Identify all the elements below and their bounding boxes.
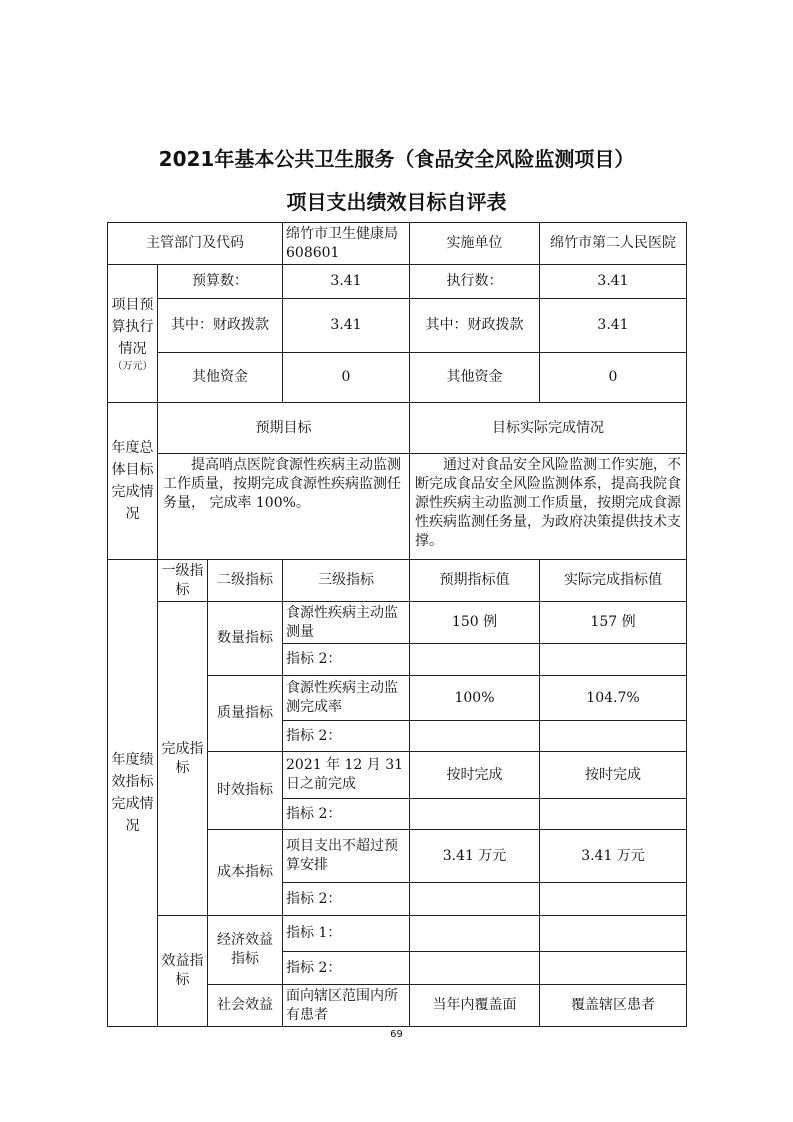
actual-goal-header: 目标实际完成情况 — [410, 403, 687, 454]
other-value: 0 — [283, 353, 410, 403]
table-row — [108, 265, 687, 299]
time-actual: 按时完成 — [540, 752, 687, 799]
cost-item: 项目支出不超过预算安排 — [283, 830, 410, 883]
fiscal-label: 其中：财政拨款 — [158, 299, 283, 353]
table-row — [108, 299, 687, 353]
col-header-actual: 实际完成指标值 — [540, 560, 687, 602]
quantity-item-2: 指标 2： — [283, 644, 410, 676]
quantity-indicator-label: 数量指标 — [208, 602, 283, 676]
page-title: 2021年基本公共卫生服务（食品安全风险监测项目） — [158, 147, 635, 171]
social-expected: 当年内覆盖面 — [410, 985, 540, 1027]
expected-goal-header: 预期目标 — [158, 403, 410, 454]
exec-value: 3.41 — [540, 265, 687, 299]
budget-unit: （万元） — [112, 360, 153, 372]
col-header-level3: 三级指标 — [283, 560, 410, 602]
cost-expected: 3.41 万元 — [410, 830, 540, 883]
table-row — [108, 916, 687, 952]
cost-item-2: 指标 2： — [283, 883, 410, 916]
quality-item: 食源性疾病主动监测完成率 — [283, 676, 410, 721]
unit-label: 实施单位 — [410, 223, 540, 265]
col-header-expected: 预期指标值 — [410, 560, 540, 602]
economic-benefit-label: 经济效益指标 — [208, 916, 283, 985]
social-benefit-label: 社会效益 — [208, 985, 283, 1027]
social-actual: 覆盖辖区患者 — [540, 985, 687, 1027]
fiscal-value: 3.41 — [283, 299, 410, 353]
time-indicator-label: 时效指标 — [208, 752, 283, 830]
time-item-2: 指标 2： — [283, 799, 410, 830]
quality-actual: 104.7% — [540, 676, 687, 721]
economic-item-2: 指标 2： — [283, 952, 410, 985]
cost-actual: 3.41 万元 — [540, 830, 687, 883]
time-item: 2021 年 12 月 31 日之前完成 — [283, 752, 410, 799]
fiscal-value-2: 3.41 — [540, 299, 687, 353]
fiscal-label-2: 其中：财政拨款 — [410, 299, 540, 353]
economic-item-1: 指标 1： — [283, 916, 410, 952]
table-row — [108, 602, 687, 644]
quantity-expected: 150 例 — [410, 602, 540, 644]
budget-section-label: 项目预算执行情况 （万元） — [108, 265, 158, 403]
goal-section-label: 年度总体目标完成情况 — [108, 403, 158, 560]
table-row — [108, 223, 687, 265]
actual-goal-text: 通过对食品安全风险监测工作实施，不断完成食品安全风险监测体系，提高我院食源性疾病主动监测工作质量，按期完成食源性疾病监测任务量，为政府决策提供技术支撑。 — [410, 454, 687, 560]
indicators-section-label: 年度绩效指标完成情况 — [108, 560, 158, 1027]
table-row — [108, 560, 687, 602]
benefit-indicator-label: 效益指标 — [158, 916, 208, 1027]
quality-item-2: 指标 2： — [283, 721, 410, 752]
quality-expected: 100% — [410, 676, 540, 721]
other-value-2: 0 — [540, 353, 687, 403]
budget-value: 3.41 — [283, 265, 410, 299]
quality-indicator-label: 质量指标 — [208, 676, 283, 752]
col-header-level1: 一级指标 — [158, 560, 208, 602]
completion-indicator-label: 完成指标 — [158, 602, 208, 916]
table-row — [108, 353, 687, 403]
other-label: 其他资金 — [158, 353, 283, 403]
social-item: 面向辖区范围内所有患者 — [283, 985, 410, 1027]
table-row — [108, 454, 687, 560]
table-row — [108, 403, 687, 454]
page-number: 69 — [390, 1029, 403, 1040]
exec-label: 执行数： — [410, 265, 540, 299]
quantity-item: 食源性疾病主动监测量 — [283, 602, 410, 644]
dept-label: 主管部门及代码 — [108, 223, 283, 265]
evaluation-table — [107, 222, 687, 1027]
other-label-2: 其他资金 — [410, 353, 540, 403]
time-expected: 按时完成 — [410, 752, 540, 799]
unit-value: 绵竹市第二人民医院 — [540, 223, 687, 265]
expected-goal-text: 提高哨点医院食源性疾病主动监测工作质量，按期完成食源性疾病监测任务量， 完成率 100%。 — [158, 454, 410, 560]
page-subtitle: 项目支出绩效目标自评表 — [286, 190, 507, 214]
col-header-level2: 二级指标 — [208, 560, 283, 602]
cost-indicator-label: 成本指标 — [208, 830, 283, 916]
quantity-actual: 157 例 — [540, 602, 687, 644]
dept-value: 绵竹市卫生健康局 608601 — [283, 223, 410, 265]
budget-label: 预算数： — [158, 265, 283, 299]
